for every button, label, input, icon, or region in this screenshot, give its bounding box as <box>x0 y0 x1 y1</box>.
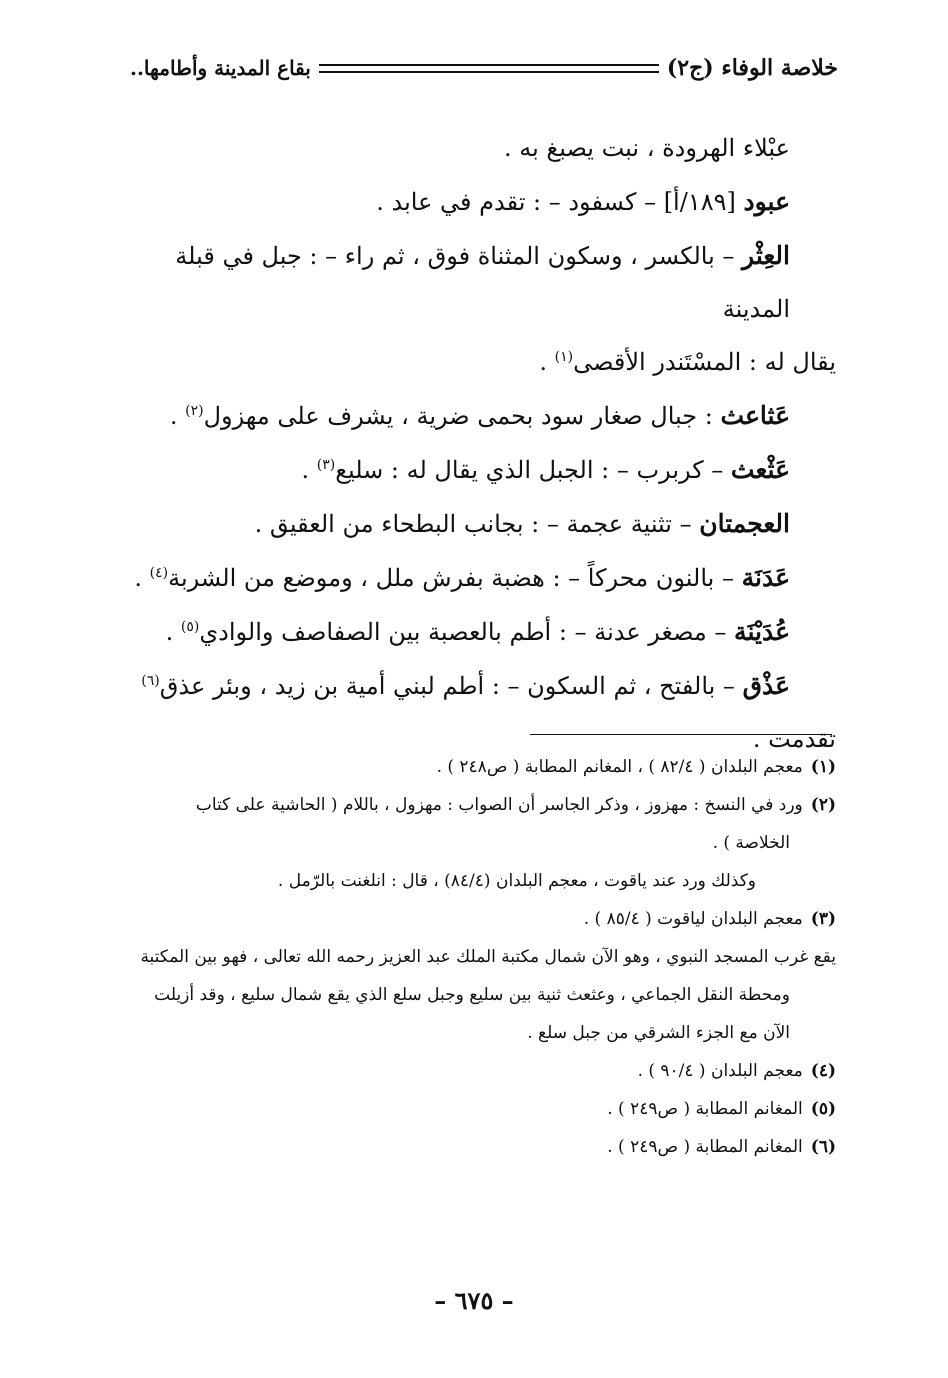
footnote-text: المغانم المطابة ( ص٢٤٩ ) . <box>607 1137 803 1157</box>
footnote-3 <box>112 900 836 938</box>
text-span: . <box>539 348 555 376</box>
headword: العجمتان <box>699 509 790 538</box>
headword: العِثْر <box>742 241 790 270</box>
footnote-continuation <box>112 976 790 1014</box>
text-span: . <box>301 456 317 484</box>
footnotes <box>112 748 836 1166</box>
headword: عُدَيْنَة <box>734 617 790 646</box>
text-line <box>112 122 790 175</box>
main-text <box>112 122 836 766</box>
text-span: . <box>165 618 181 646</box>
text-span: تقدمت . <box>752 725 836 753</box>
footnote-continuation <box>112 938 836 976</box>
entry-athath <box>112 443 790 497</box>
footnote-continuation <box>112 1014 790 1052</box>
headword: عبود <box>743 187 790 216</box>
entry-udayna <box>112 605 790 659</box>
footnote-continuation <box>112 824 790 862</box>
footnote-text: ومحطة النقل الجماعي ، وعثعث ثنية بين سليع وجبل سلع الذي يقع شمال سليع ، وقد أزيلت <box>154 985 790 1005</box>
footnote-text: معجم البلدان لياقوت ( ٨٥/٤ ) . <box>583 909 803 929</box>
footnote-text: المغانم المطابة ( ص٢٤٩ ) . <box>607 1099 803 1119</box>
entry-continuation <box>112 336 836 389</box>
footnote-text: وكذلك ورد عند ياقوت ، معجم البلدان (٨٤/٤) ، قال : انلغنت بالرّمل . <box>277 871 756 891</box>
footnote-text: ورد في النسخ : مهزوز ، وذكر الجاسر أن الصواب : مهزول ، باللام ( الحاشية على كتاب <box>195 795 803 815</box>
chapter-title: بقاع المدينة وأطامها.. <box>130 56 311 80</box>
footnote-text: الخلاصة ) . <box>712 833 790 853</box>
entry-athaath <box>112 389 790 443</box>
footnote-ref: (٣) <box>316 457 336 473</box>
headword: عَثاعث <box>720 401 790 430</box>
footnote-number: (٢) <box>810 795 836 815</box>
entry-text: – تثنية عجمة – : بجانب البطحاء من العقيق . <box>254 510 700 538</box>
running-header <box>130 50 838 86</box>
header-rule <box>319 64 659 73</box>
entry-text: – بالفتح ، ثم السكون – : أطم لبني أمية بن زيد ، وبئر عذق <box>159 672 743 700</box>
footnote-ref: (٢) <box>185 403 204 419</box>
entry-ithr <box>112 229 790 336</box>
headword: عَذْق <box>742 671 790 700</box>
entry-text: : جبال صغار سود بحمى ضرية ، يشرف على مهزول <box>203 402 721 430</box>
entry-ajmatan <box>112 497 790 551</box>
footnote-ref: (٤) <box>149 565 169 581</box>
footnote-ref: (١) <box>554 349 574 365</box>
text-span: يقال له : المسْتَندر الأقصى <box>573 348 836 376</box>
entry-text: – مصغر عدنة – : أطم بالعصبة بين الصفاصف والوادي <box>199 618 735 646</box>
footnote-text: معجم البلدان ( ٩٠/٤ ) . <box>637 1061 803 1081</box>
entry-text: – بالنون محركاً – : هضبة بفرش ملل ، وموضع من الشربة <box>168 564 742 592</box>
page-number: – ٦٧٥ – <box>434 1286 514 1315</box>
footnote-continuation <box>112 862 756 900</box>
footnote-number: (٤) <box>810 1061 836 1081</box>
footnote-separator <box>530 734 832 735</box>
footnote-number: (١) <box>810 757 836 777</box>
entry-adana <box>112 551 790 605</box>
footnote-number: (٥) <box>810 1099 836 1119</box>
footnote-6 <box>112 1128 836 1166</box>
footnote-2 <box>112 786 836 824</box>
book-title: خلاصة الوفاء (ج٢) <box>666 55 838 81</box>
entry-text: – كربرب – : الجبل الذي يقال له : سليع <box>335 456 731 484</box>
footnote-text: معجم البلدان ( ٨٢/٤ ) ، المغانم المطابة ( ص٢٤٨ ) . <box>436 757 803 777</box>
entry-abbud <box>112 175 790 229</box>
text-span: . <box>134 564 150 592</box>
entry-adhq <box>112 659 790 713</box>
footnote-number: (٦) <box>810 1137 836 1157</box>
footnote-1 <box>112 748 836 786</box>
headword: عَدَنَة <box>741 563 790 592</box>
headword: عَثْعث <box>730 455 790 484</box>
text-span: . <box>169 402 186 430</box>
text-span: عبْلاء الهرودة ، نبت يصبغ به . <box>504 134 790 162</box>
footnote-text: الآن مع الجزء الشرقي من جبل سلع . <box>527 1023 790 1043</box>
footnote-text: يقع غرب المسجد النبوي ، وهو الآن شمال مكتبة الملك عبد العزيز رحمه الله تعالى ، فهو بين المكتبة <box>140 947 836 967</box>
footnote-number: (٣) <box>810 909 836 929</box>
footnote-4 <box>112 1052 836 1090</box>
footnote-ref: (٦) <box>141 673 160 689</box>
entry-text: [١٨٩/أ] – كسفود – : تقدم في عابد . <box>376 188 744 216</box>
footnote-ref: (٥) <box>180 619 200 635</box>
entry-text: – بالكسر ، وسكون المثناة فوق ، ثم راء – : جبل في قبلة المدينة <box>175 242 790 323</box>
footnote-5 <box>112 1090 836 1128</box>
